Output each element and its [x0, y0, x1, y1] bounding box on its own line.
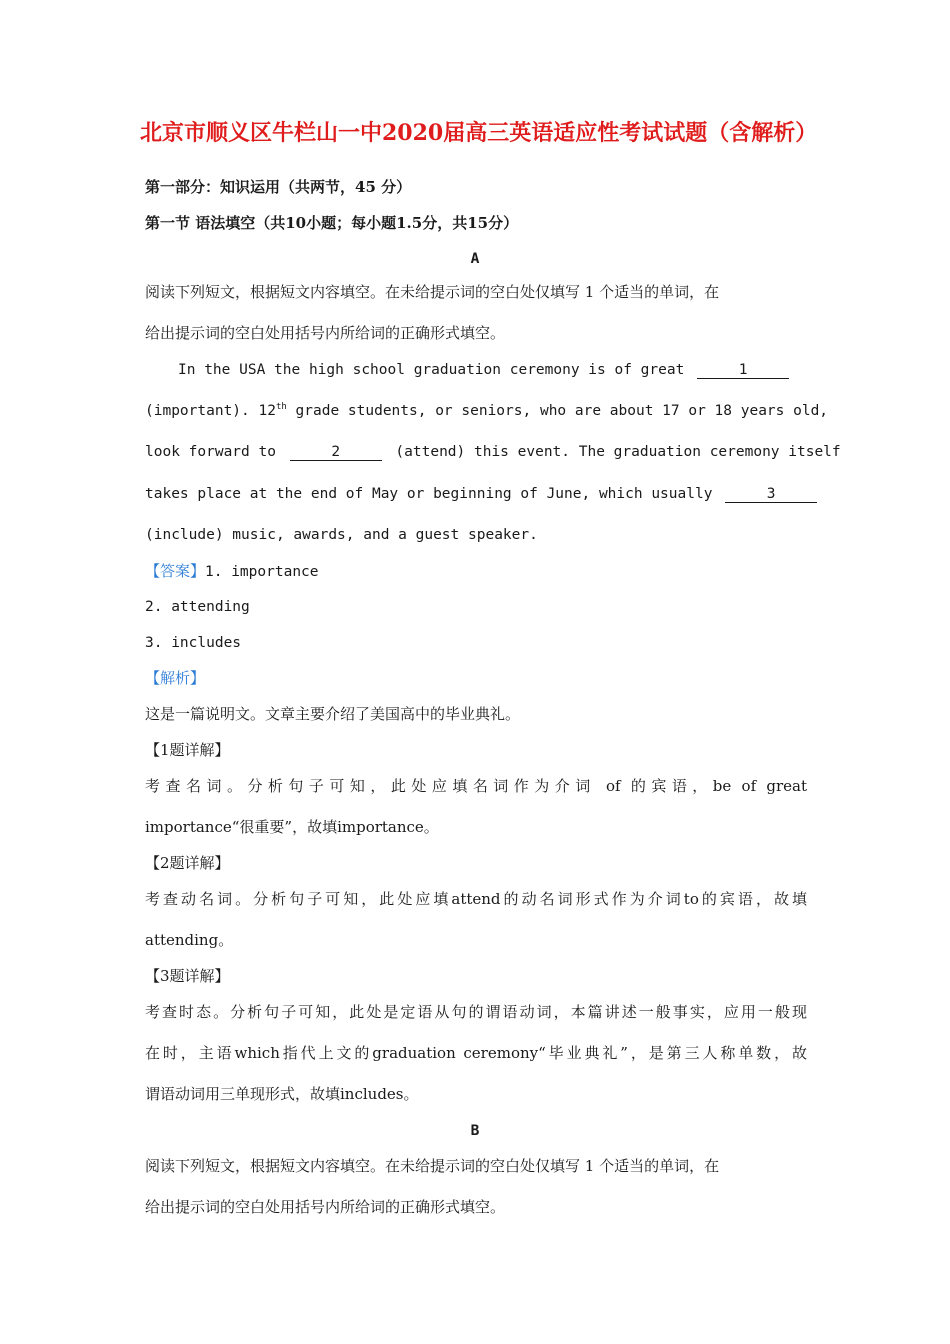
text-segment: look forward to	[145, 444, 276, 460]
blank-1: 1	[697, 362, 789, 379]
passage-a-text-line-5: (include) music, awards, and a guest speaker.	[145, 527, 538, 543]
q1-explanation-1: 考查名词。分析句子可知，此处应填名词作为介词 of 的宾语，be of great	[145, 777, 807, 795]
part-heading: 第一部分：知识运用（共两节，45 分）	[145, 178, 412, 196]
passage-a-text-line-1	[145, 360, 807, 380]
q2-explanation-2: attending。	[145, 931, 234, 949]
passage-a-label: A	[470, 251, 480, 267]
analysis-intro: 这是一篇说明文。文章主要介绍了美国高中的毕业典礼。	[145, 705, 521, 723]
q3-label: 【3题详解】	[145, 967, 230, 985]
answer-1: 1. importance	[205, 564, 319, 580]
passage-a-instruction-2: 给出提示词的空白处用括号内所给词的正确形式填空。	[145, 324, 506, 342]
answer-2: 2. attending	[145, 599, 250, 615]
passage-a-instruction-1: 阅读下列短文，根据短文内容填空。在未给提示词的空白处仅填写 1 个适当的单词，在	[145, 283, 720, 301]
section-heading: 第一节 语法填空（共10小题；每小题1.5分，共15分）	[145, 214, 519, 232]
q3-explanation-2: 在时，主语which指代上文的graduation ceremony“毕业典礼”，是第三人称单数，故	[145, 1044, 807, 1062]
passage-a-text-line-4	[145, 484, 807, 504]
text-segment: (important). 12	[145, 403, 276, 419]
q2-explanation-1: 考查动名词。分析句子可知，此处应填attend的动名词形式作为介词to的宾语，故填	[145, 890, 807, 908]
text-segment: grade students, or seniors, who are about 17 or 18 years old,	[286, 403, 829, 419]
passage-b-instruction-1: 阅读下列短文，根据短文内容填空。在未给提示词的空白处仅填写 1 个适当的单词，在	[145, 1157, 720, 1175]
passage-a-text-line-3	[145, 442, 841, 462]
answer-3: 3. includes	[145, 635, 242, 651]
passage-b-label: B	[470, 1123, 480, 1139]
blank-3: 3	[725, 486, 817, 503]
analysis-label: 【解析】	[145, 669, 206, 687]
superscript: th	[275, 402, 287, 412]
q3-explanation-3: 谓语动词用三单现形式，故填includes。	[145, 1085, 419, 1103]
blank-2: 2	[290, 444, 382, 461]
passage-b-instruction-2: 给出提示词的空白处用括号内所给词的正确形式填空。	[145, 1198, 506, 1216]
text-segment: takes place at the end of May or beginning of June, which usually	[145, 486, 713, 502]
passage-a-text-line-2	[145, 401, 829, 421]
text-segment: (attend) this event. The graduation ceremony itself	[395, 444, 841, 460]
q2-label: 【2题详解】	[145, 854, 230, 872]
answer-line	[145, 561, 807, 582]
document-title: 北京市顺义区牛栏山一中2020届高三英语适应性考试试题（含解析）	[140, 120, 818, 146]
answer-label: 【答案】	[145, 562, 206, 580]
q1-explanation-2: importance“很重要”，故填importance。	[145, 818, 439, 836]
q3-explanation-1: 考查时态。分析句子可知，此处是定语从句的谓语动词，本篇讲述一般事实，应用一般现	[145, 1003, 807, 1021]
q1-label: 【1题详解】	[145, 741, 230, 759]
text-segment: In the USA the high school graduation ceremony is of great	[178, 362, 685, 378]
